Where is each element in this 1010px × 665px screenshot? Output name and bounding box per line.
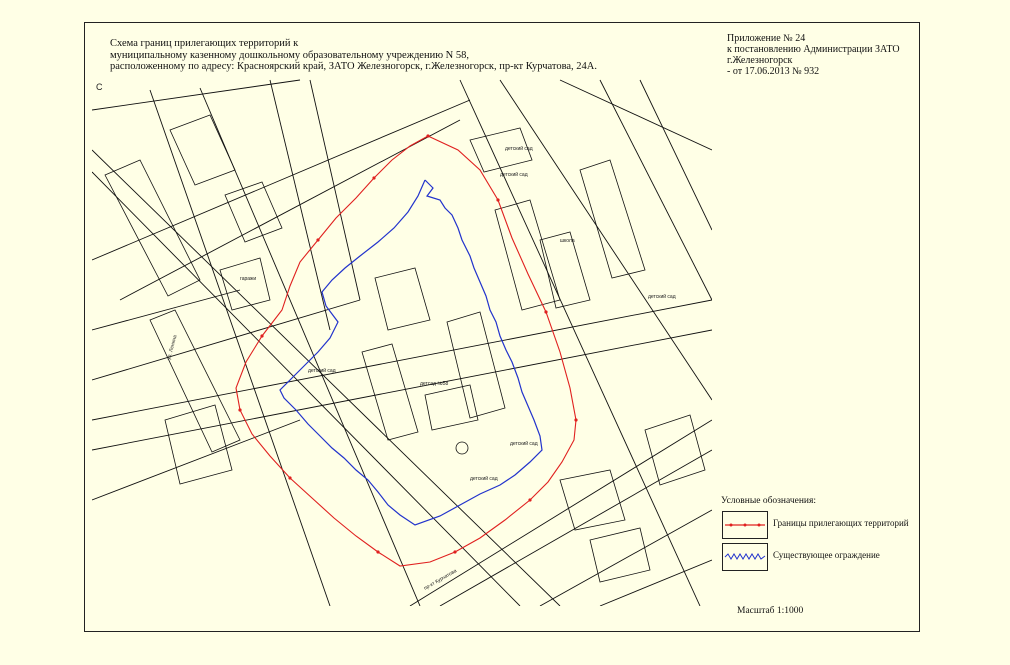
legend-title: Условные обозначения: — [721, 496, 817, 506]
label-kindergarten-4: детский сад — [510, 441, 538, 447]
title-line-1: Схема границ прилегающих территорий к — [110, 38, 299, 49]
label-street-lenina: ул. Ленина — [166, 334, 179, 361]
appendix-line-4: - от 17.06.2013 № 932 — [727, 66, 820, 77]
label-kindergarten-6: детский сад — [648, 294, 676, 300]
boundary-line-icon — [723, 512, 767, 538]
label-kindergarten-1: детский сад — [505, 146, 533, 152]
site-plan-map[interactable] — [92, 76, 712, 606]
appendix-note — [727, 33, 900, 77]
legend-label-fence: Существующее ограждение — [773, 550, 880, 560]
appendix-line-2: к постановлению Администрации ЗАТО — [727, 44, 900, 55]
base-linework — [92, 80, 712, 606]
existing-fence — [280, 180, 542, 525]
legend-swatch-fence — [722, 543, 768, 571]
appendix-line-3: г.Железногорск — [727, 55, 793, 66]
fence-line-icon — [723, 544, 767, 570]
appendix-line-1: Приложение № 24 — [727, 33, 806, 44]
label-kindergarten-5: детский сад — [470, 476, 498, 482]
label-kindergarten-3: детский сад — [308, 368, 336, 374]
label-kindergarten-2: детский сад — [500, 172, 528, 178]
title-line-2: муниципальному казенному дошкольному образовательному учреждению N 58, — [110, 49, 470, 61]
label-street-kurchatova: пр-кт Курчатова — [423, 568, 458, 592]
map-title — [110, 38, 597, 73]
legend-label-boundary: Границы прилегающих территорий — [773, 518, 909, 528]
territory-boundary — [236, 136, 576, 566]
map-scale: Масштаб 1:1000 — [737, 606, 804, 616]
label-building-58: детсад №58 — [420, 381, 449, 387]
boundary-vertices — [238, 134, 577, 553]
label-garages: гаражи — [240, 276, 257, 282]
title-line-3: расположенному по адресу: Красноярский край, ЗАТО Железногорск, г.Железногорск, пр-кт Курчатова, 24А. — [110, 61, 598, 72]
north-arrow: С — [96, 82, 103, 92]
label-school: школа — [560, 238, 575, 244]
legend-swatch-boundary — [722, 511, 768, 539]
